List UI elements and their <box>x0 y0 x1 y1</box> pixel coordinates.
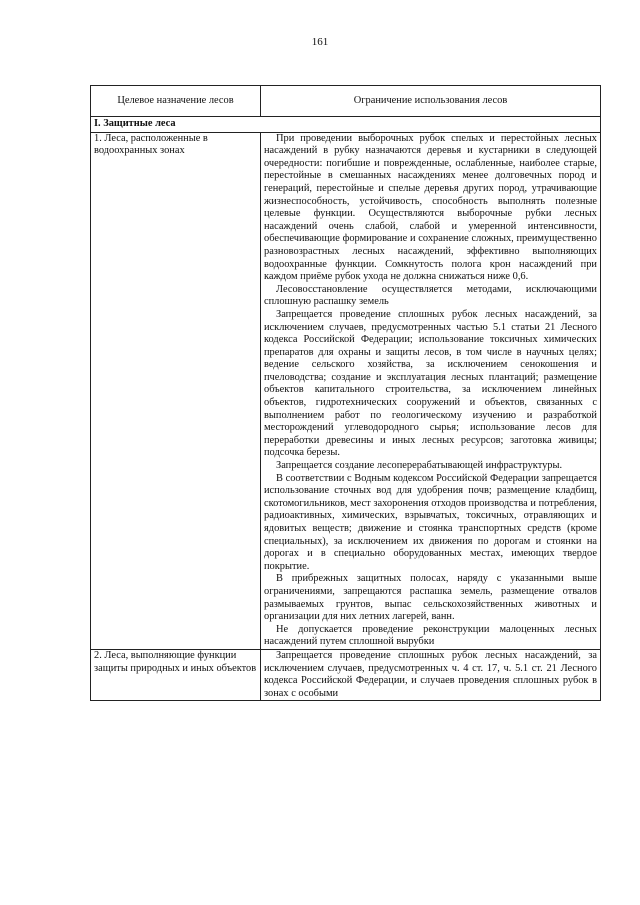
header-restriction: Ограничение использования лесов <box>261 86 601 117</box>
table-row <box>91 649 601 700</box>
restriction-paragraph: В соответствии с Водным кодексом Российской Федерации запрещается использование сточных вод для удобрения почв; размещение кладбищ, скотомогильников, мест захоронения отходов производства и потребления, радиоактивных, химических, взрывчатых, токсичных, отравляющих и ядовитых веществ; движение и стоянка транспортных средств (кроме специальных), за исключением их движения по дорогам и стоянки на дорогах и в специально оборудованных местах, имеющих твердое покрытие. <box>264 472 597 572</box>
row-purpose: 2. Леса, выполняющие функции защиты природных и иных объектов <box>91 649 261 700</box>
row-purpose: 1. Леса, расположенные в водоохранных зонах <box>91 132 261 649</box>
header-purpose: Целевое назначение лесов <box>91 86 261 117</box>
restriction-paragraph: Запрещается проведение сплошных рубок лесных насаждений, за исключением случаев, предусмотренных ч. 4 ст. 17, ч. 5.1 ст. 21 Лесного кодекса Российской Федерации, и случаев проведения сплошных рубок в зонах с особыми <box>264 649 597 699</box>
restriction-paragraph: Не допускается проведение реконструкции малоценных лесных насаждений путем сплошной вырубки <box>264 623 597 648</box>
restriction-paragraph: В прибрежных защитных полосах, наряду с указанными выше ограничениями, запрещаются распашка земель, размещение отвалов размываемых грунтов, выпас сельскохозяйственных животных и организации для них летних лагерей, ванн. <box>264 573 597 623</box>
forest-restrictions-table <box>90 85 601 701</box>
restriction-paragraph: Запрещается создание лесоперерабатывающей инфраструктуры. <box>276 460 563 472</box>
restriction-paragraph: Запрещается проведение сплошных рубок лесных насаждений, за исключением случаев, предусмотренных частью 5.1 статьи 21 Лесного кодекса Российской Федерации; использование токсичных химических препаратов для охраны и защиты лесов, в том числе в научных целях; ведение сельского хозяйства, за исключением сенокошения и пчеловодства; создание и эксплуатация лесных плантаций; размещение объектов капитального строительства, за исключением линейных объектов, гидротехнических сооружений и объектов, связанных с выполнением работ по геологическому изучению и разработкой месторождений углеводородного сырья; использование лесов для переработки древесины и иных лесных ресурсов; заготовка живицы; подсочка березы. <box>264 308 597 459</box>
row-restriction <box>261 132 601 649</box>
page-number: 161 <box>311 36 329 48</box>
restriction-paragraph: При проведении выборочных рубок спелых и перестойных лесных насаждений в рубку назначаются деревья и кустарники в следующей очередности: погибшие и поврежденные, ослабленные, наиболее старые, перестойные в смешанных насаждениях менее долговечных пород и генераций, перестойные и спелые деревья других пород, утрачивающие жизнеспособность, устойчивость, способность выполнять полезные целевые функции. Осуществляются выборочные рубки лесных насаждений очень слабой, слабой и умеренной интенсивности, обеспечивающие формирование и сохранение сложных, преимущественно разновозрастных лесных насаждений, эффективно выполняющих водоохранные функции. Сомкнутость полога крон насаждений при каждом приёме рубок ухода не должна снижаться ниже 0,6. <box>264 132 597 283</box>
restriction-paragraph: Лесовосстановление осуществляется методами, исключающими сплошную распашку земель <box>264 283 597 308</box>
section-row <box>91 117 601 133</box>
row-restriction <box>261 649 601 700</box>
section-title: I. Защитные леса <box>91 117 601 133</box>
table-header-row <box>91 86 601 117</box>
table-row <box>91 132 601 649</box>
